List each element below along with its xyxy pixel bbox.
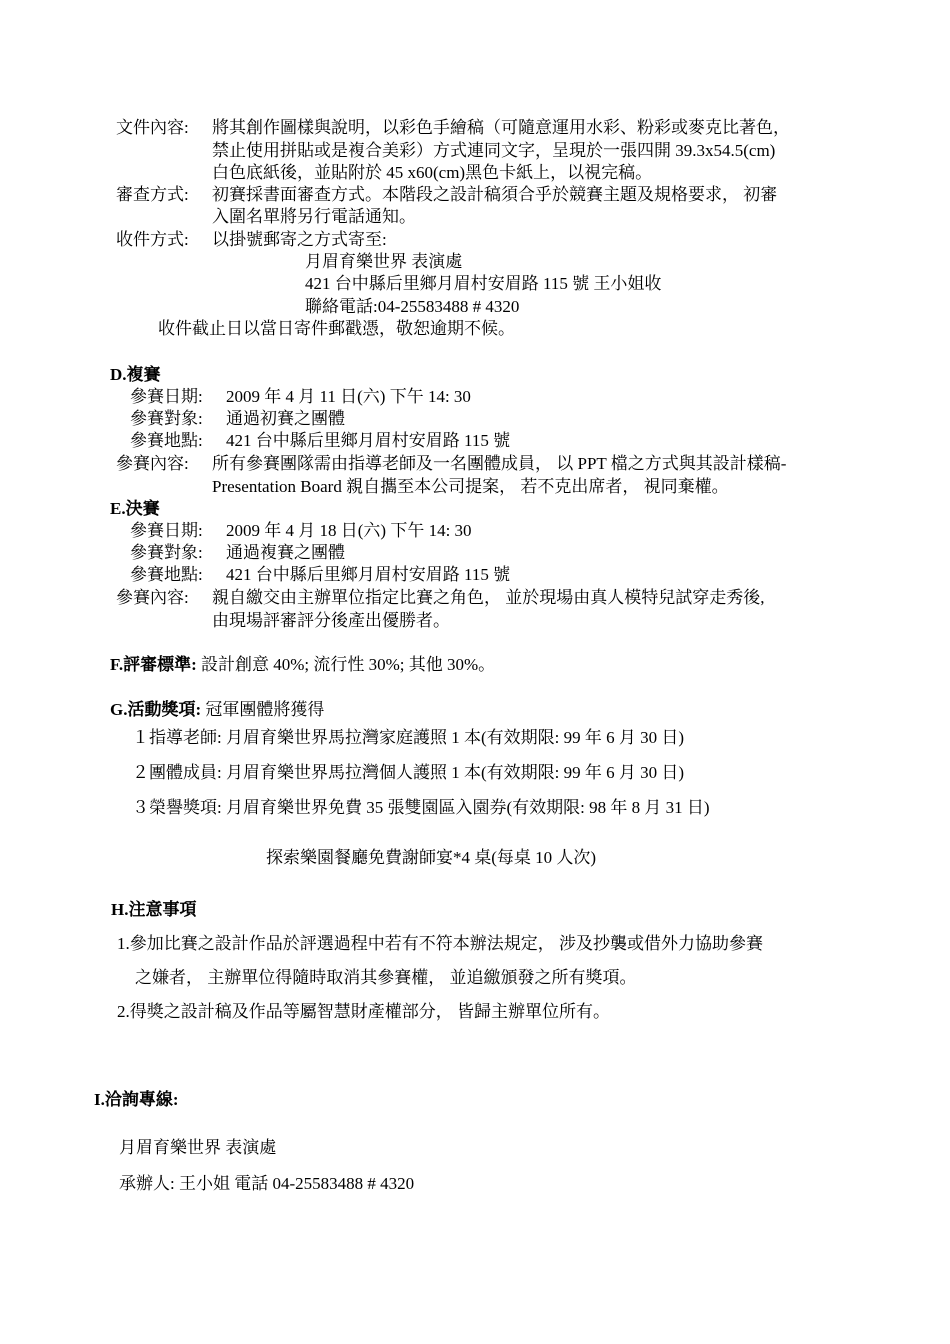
mail-label: 收件方式: bbox=[116, 230, 189, 249]
semifinal-content-line-2: Presentation Board 親自攜至本公司提案， 若不克出席者， 視同棄權。 bbox=[212, 477, 729, 496]
award-item-3: ３榮譽獎項: 月眉育樂世界免費 35 張雙園區入園券(有效期限: 98 年 8 月 31 日) bbox=[132, 798, 710, 817]
contact-org: 月眉育樂世界 表演處 bbox=[119, 1138, 277, 1157]
criteria-row bbox=[110, 654, 495, 676]
award-item-1: １指導老師: 月眉育樂世界馬拉灣家庭護照 1 本(有效期限: 99 年 6 月 30 日) bbox=[132, 728, 685, 747]
content-line-2: 禁止使用拼貼或是複合美彩）方式連同文字，呈現於一張四開 39.3x54.5(cm) bbox=[212, 141, 776, 160]
note-line-1: 1.參加比賽之設計作品於評選過程中若有不符本辦法規定， 涉及抄襲或借外力協助參賽 bbox=[117, 934, 763, 953]
award-item-2: ２團體成員: 月眉育樂世界馬拉灣個人護照 1 本(有效期限: 99 年 6 月 30 日) bbox=[132, 763, 685, 782]
final-date: 2009 年 4 月 18 日(六) 下午 14: 30 bbox=[226, 521, 472, 540]
review-label: 審查方式: bbox=[116, 185, 189, 204]
awards-intro: 冠軍團體將獲得 bbox=[205, 700, 325, 719]
note-line-3: 2.得獎之設計稿及作品等屬智慧財產權部分， 皆歸主辦單位所有。 bbox=[117, 1002, 610, 1021]
criteria-heading: F.評審標準: bbox=[110, 655, 197, 674]
mail-text: 以掛號郵寄之方式寄至: bbox=[212, 230, 387, 249]
awards-heading: G.活動獎項: bbox=[110, 700, 202, 719]
final-date-label: 參賽日期: bbox=[130, 521, 203, 540]
final-place-label: 參賽地點: bbox=[130, 565, 203, 584]
final-content-line-2: 由現場評審評分後產出優勝者。 bbox=[212, 611, 450, 630]
final-target-label: 參賽對象: bbox=[130, 543, 203, 562]
final-place: 421 台中縣后里鄉月眉村安眉路 115 號 bbox=[226, 565, 511, 584]
awards-row bbox=[110, 699, 324, 721]
deadline-note: 收件截止日以當日寄件郵戳憑，敬恕逾期不候。 bbox=[158, 319, 515, 338]
address-line-1: 月眉育樂世界 表演處 bbox=[305, 252, 463, 271]
semifinal-date: 2009 年 4 月 11 日(六) 下午 14: 30 bbox=[226, 387, 471, 406]
review-line-1: 初賽採書面審查方式。本階段之設計稿須合乎於競賽主題及規格要求， 初審 bbox=[212, 185, 778, 204]
semifinal-target-label: 參賽對象: bbox=[130, 409, 203, 428]
note-line-2: 之嫌者， 主辦單位得隨時取消其參賽權， 並追繳頒發之所有獎項。 bbox=[135, 968, 637, 987]
semifinal-content-label: 參賽內容: bbox=[116, 454, 189, 473]
semifinal-content-line-1: 所有參賽團隊需由指導老師及一名團體成員， 以 PPT 檔之方式與其設計樣稿- bbox=[212, 454, 787, 473]
contact-heading: I.洽詢專線: bbox=[94, 1090, 179, 1109]
content-line-1: 將其創作圖樣與說明，以彩色手繪稿（可隨意運用水彩、粉彩或麥克比著色， bbox=[212, 118, 790, 137]
final-content-label: 參賽內容: bbox=[116, 588, 189, 607]
content-label: 文件內容: bbox=[116, 118, 189, 137]
final-heading: E.決賽 bbox=[110, 499, 160, 518]
final-content-line-1: 親自繳交由主辦單位指定比賽之角色， 並於現場由真人模特兒試穿走秀後, bbox=[212, 588, 765, 607]
semifinal-target: 通過初賽之團體 bbox=[226, 409, 345, 428]
content-line-3: 白色底紙後，並貼附於 45 x60(cm)黑色卡紙上，以視完稿。 bbox=[212, 163, 653, 182]
award-extra: 探索樂園餐廳免費謝師宴*4 桌(每桌 10 人次) bbox=[266, 848, 597, 867]
final-target: 通過複賽之團體 bbox=[226, 543, 345, 562]
address-line-2: 421 台中縣后里鄉月眉村安眉路 115 號 王小姐收 bbox=[305, 274, 662, 293]
contact-person: 承辦人: 王小姐 電話 04-25583488 # 4320 bbox=[119, 1174, 415, 1193]
semifinal-place: 421 台中縣后里鄉月眉村安眉路 115 號 bbox=[226, 431, 511, 450]
address-line-3: 聯絡電話:04-25583488 # 4320 bbox=[305, 297, 520, 316]
review-line-2: 入圍名單將另行電話通知。 bbox=[212, 207, 416, 226]
semifinal-heading: D.複賽 bbox=[110, 365, 161, 384]
semifinal-date-label: 參賽日期: bbox=[130, 387, 203, 406]
semifinal-place-label: 參賽地點: bbox=[130, 431, 203, 450]
criteria-text: 設計創意 40%; 流行性 30%; 其他 30%。 bbox=[201, 655, 496, 674]
notes-heading: H.注意事項 bbox=[111, 900, 197, 919]
